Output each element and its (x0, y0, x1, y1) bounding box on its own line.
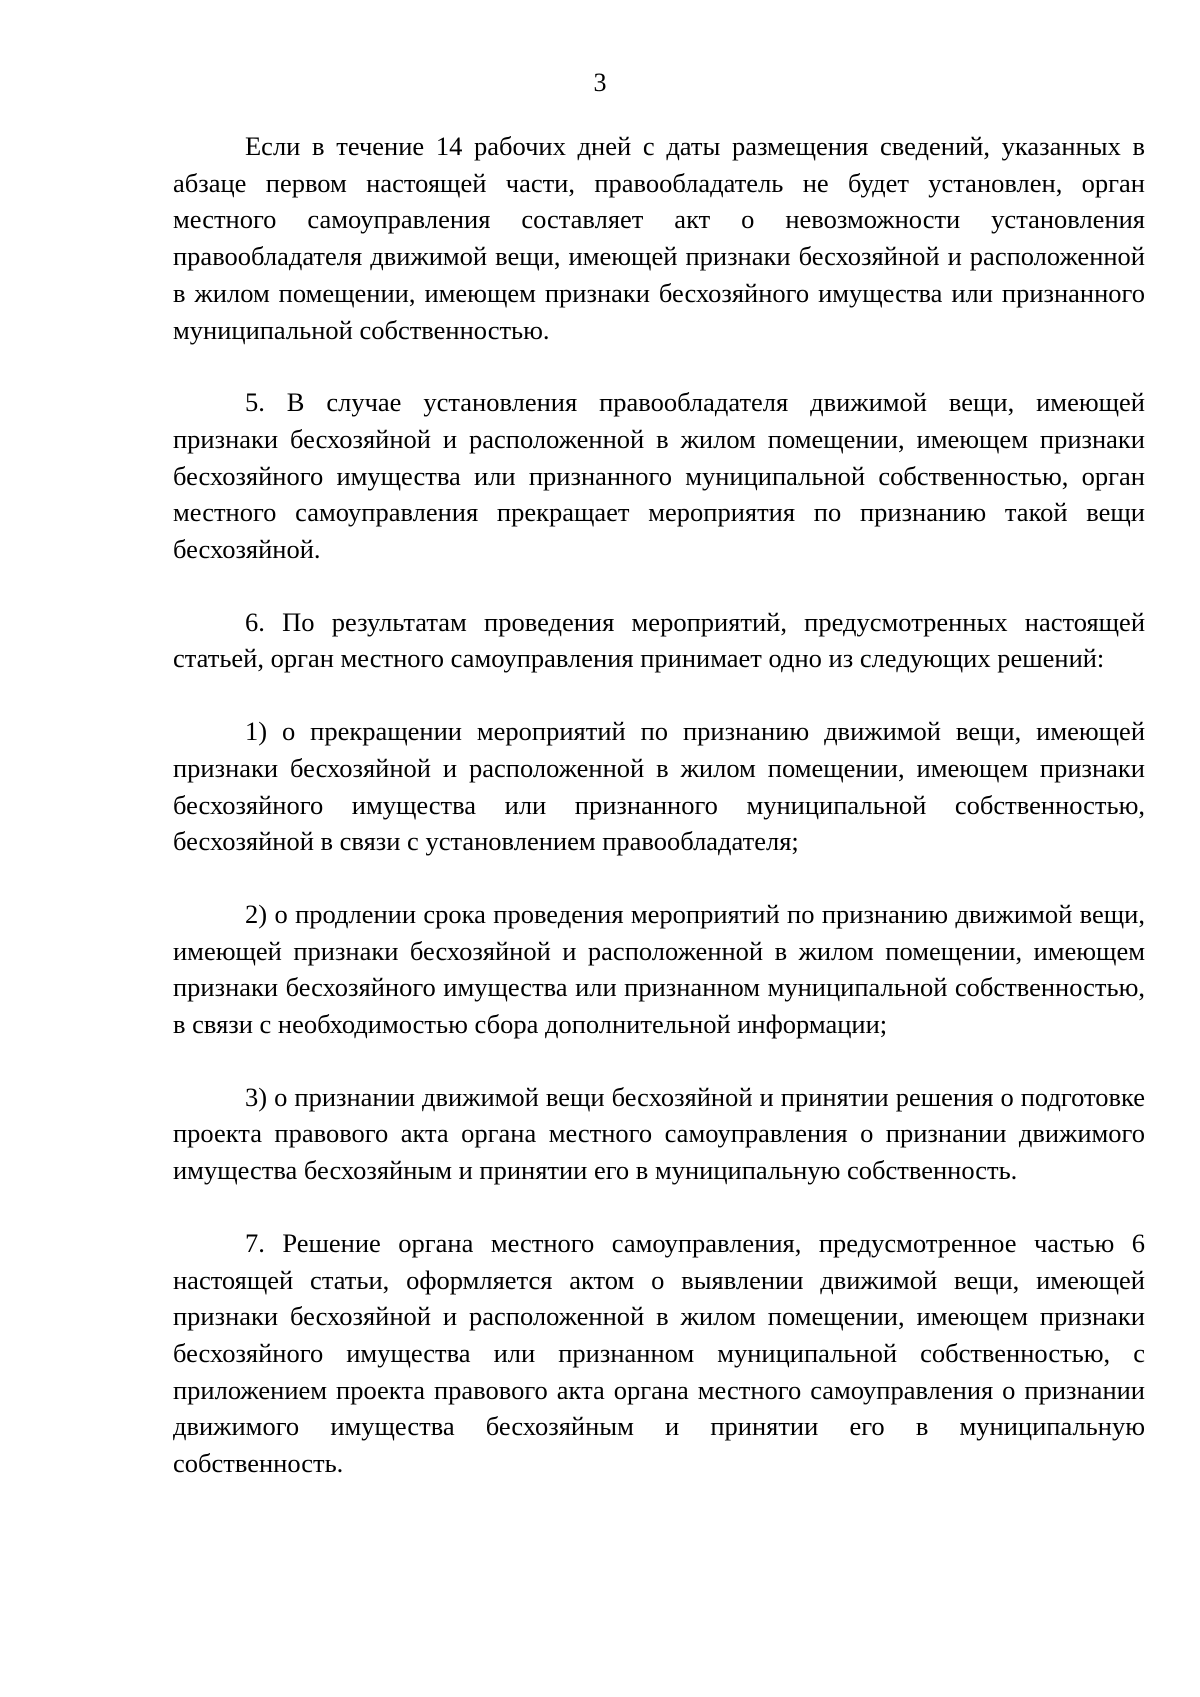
paragraph-part4-closing: Если в течение 14 рабочих дней с даты размещения сведений, указанных в абзаце первом настоящей части, правообладатель не будет установлен, орган местного самоуправления составляет акт о невозможности установления правообладателя движимой вещи, имеющей признаки бесхозяйной и расположенной в жилом помещении, имеющем признаки бесхозяйного имущества или признанного муниципальной собственностью. (173, 131, 1145, 345)
paragraph-part6-item1: 1) о прекращении мероприятий по признанию движимой вещи, имеющей признаки бесхозяйной и расположенной в жилом помещении, имеющем признаки бесхозяйного имущества или признанного муниципальной собственностью, бесхозяйной в связи с установлением правообладателя; (173, 716, 1145, 857)
document-body (173, 128, 1145, 1482)
paragraph-part6-item2: 2) о продлении срока проведения мероприятий по признанию движимой вещи, имеющей признаки бесхозяйной и расположенной в жилом помещении, имеющем признаки бесхозяйного имущества или признанном муниципальной собственностью, в связи с необходимостью сбора дополнительной информации; (173, 898, 1145, 1040)
page-number: 3 (593, 68, 607, 97)
paragraph-part5: 5. В случае установления правообладателя движимой вещи, имеющей признаки бесхозяйной и расположенной в жилом помещении, имеющем признаки бесхозяйного имущества или признанного муниципальной собственностью, орган местного самоуправления прекращает мероприятия по признанию такой вещи бесхозяйной. (173, 387, 1145, 565)
paragraph-part6: 6. По результатам проведения мероприятий, предусмотренных настоящей статьей, орган местного самоуправления принимает одно из следующих решений: (173, 606, 1145, 674)
paragraph-part7: 7. Решение органа местного самоуправления, предусмотренное частью 6 настоящей статьи, оформляется актом о выявлении движимой вещи, имеющей признаки бесхозяйной и расположенной в жилом помещении, имеющем признаки бесхозяйного имущества или признанном муниципальной собственностью, с приложением проекта правового акта органа местного самоуправления о признании движимого имущества бесхозяйным и принятии его в муниципальную собственность. (173, 1227, 1145, 1479)
paragraph-part6-item3: 3) о признании движимой вещи бесхозяйной и принятии решения о подготовке проекта правового акта органа местного самоуправления о признании движимого имущества бесхозяйным и принятии его в муниципальную собственность. (173, 1081, 1145, 1186)
